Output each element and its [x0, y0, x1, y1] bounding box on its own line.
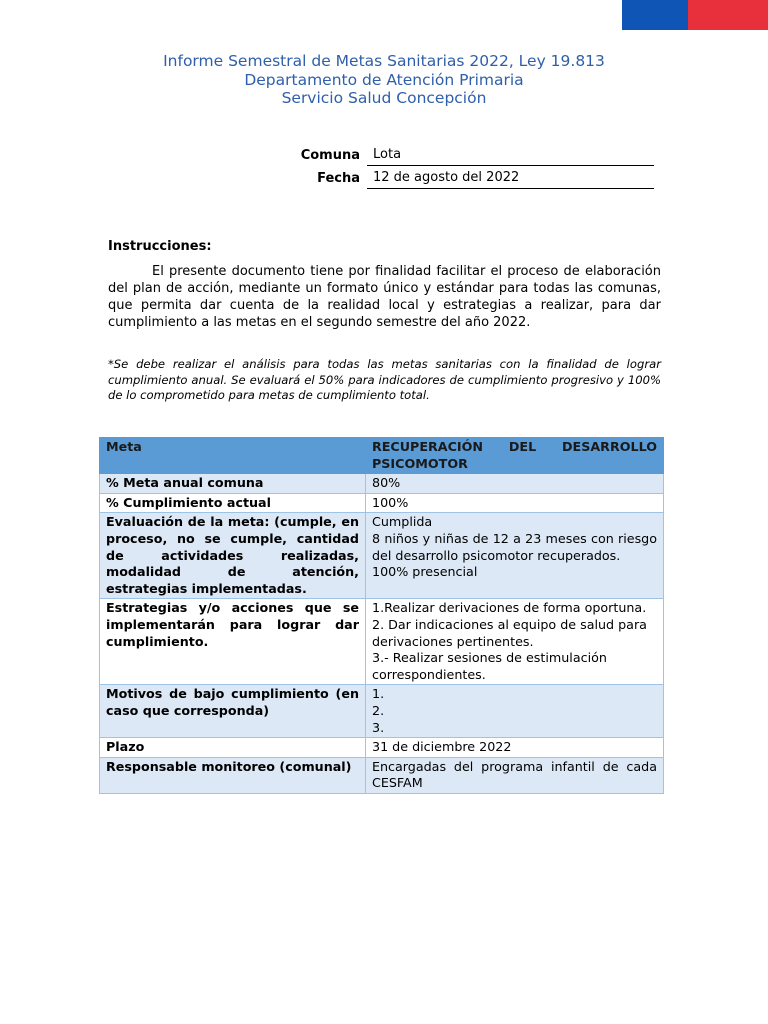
fecha-label: Fecha: [317, 171, 360, 186]
row-label: % Cumplimiento actual: [100, 493, 366, 513]
row-label: Plazo: [100, 738, 366, 758]
row-label: Responsable monitoreo (comunal): [100, 757, 366, 793]
row-label: Estrategias y/o acciones que se implementarán para lograr dar cumplimiento.: [100, 599, 366, 685]
table-header-value: RECUPERACIÓN DEL DESARROLLO PSICOMOTOR: [366, 438, 664, 474]
comuna-row: [280, 145, 654, 167]
goals-table: [99, 437, 664, 794]
table-row: [100, 685, 664, 738]
row-value: 80%: [366, 474, 664, 494]
header-title: Informe Semestral de Metas Sanitarias 2022, Ley 19.813: [163, 52, 605, 70]
instructions-note: *Se debe realizar el análisis para todas las metas sanitarias con la finalidad de lograr cumplimiento anual. Se evaluará el 50% para indicadores de cumplimiento progresivo y 100% de lo comprometido para metas de cumplimiento total.: [108, 357, 661, 402]
table-header-row: [100, 438, 664, 474]
strategy-line: 3.- Realizar sesiones de estimulación correspondientes.: [372, 650, 607, 682]
reason-line: 3.: [372, 719, 385, 735]
row-value: 31 de diciembre 2022: [366, 738, 664, 758]
flag-red-block: [688, 0, 768, 30]
row-value: Encargadas del programa infantil de cada CESFAM: [366, 757, 664, 793]
table-row: [100, 757, 664, 793]
instructions-title: Instrucciones:: [108, 239, 212, 254]
document-header: [0, 52, 768, 108]
reason-line: 1.: [372, 686, 385, 702]
row-label: Motivos de bajo cumplimiento (en caso que corresponda): [100, 685, 366, 738]
evaluation-line: 8 niños y niñas de 12 a 23 meses con riesgo del desarrollo psicomotor recuperados.: [372, 530, 657, 563]
header-service: Servicio Salud Concepción: [281, 89, 487, 107]
instructions-body: El presente documento tiene por finalidad facilitar el proceso de elaboración del plan de acción, mediante un formato único y estándar para todas las comunas, que permita dar cuenta de la realidad local y estrategias a realizar, para dar cumplimiento a las metas en el segundo semestre del año 2022.: [108, 264, 661, 330]
strategy-line: 2. Dar indicaciones al equipo de salud para derivaciones pertinentes.: [372, 616, 647, 649]
evaluation-line: Cumplida: [372, 514, 433, 530]
row-value: 100%: [366, 493, 664, 513]
reason-line: 2.: [372, 702, 385, 718]
fecha-row: [280, 168, 654, 190]
row-value: [366, 685, 664, 738]
row-label: % Meta anual comuna: [100, 474, 366, 494]
row-label: Evaluación de la meta: (cumple, en proceso, no se cumple, cantidad de actividades realizadas, modalidad de atención, estrategias implementadas.: [100, 513, 366, 599]
fecha-value: 12 de agosto del 2022: [367, 170, 654, 189]
table-row: [100, 493, 664, 513]
table-header-label: Meta: [100, 438, 366, 474]
table-row: [100, 474, 664, 494]
row-value: [366, 599, 664, 685]
comuna-label: Comuna: [300, 148, 360, 163]
table-row: [100, 513, 664, 599]
flag-blue-block: [622, 0, 688, 30]
row-value: [366, 513, 664, 599]
evaluation-line: 100% presencial: [372, 564, 478, 580]
strategy-line: 1.Realizar derivaciones de forma oportuna.: [372, 600, 647, 616]
table-row: [100, 599, 664, 685]
header-department: Departamento de Atención Primaria: [244, 70, 524, 89]
comuna-value: Lota: [367, 147, 654, 166]
table-row: [100, 738, 664, 758]
